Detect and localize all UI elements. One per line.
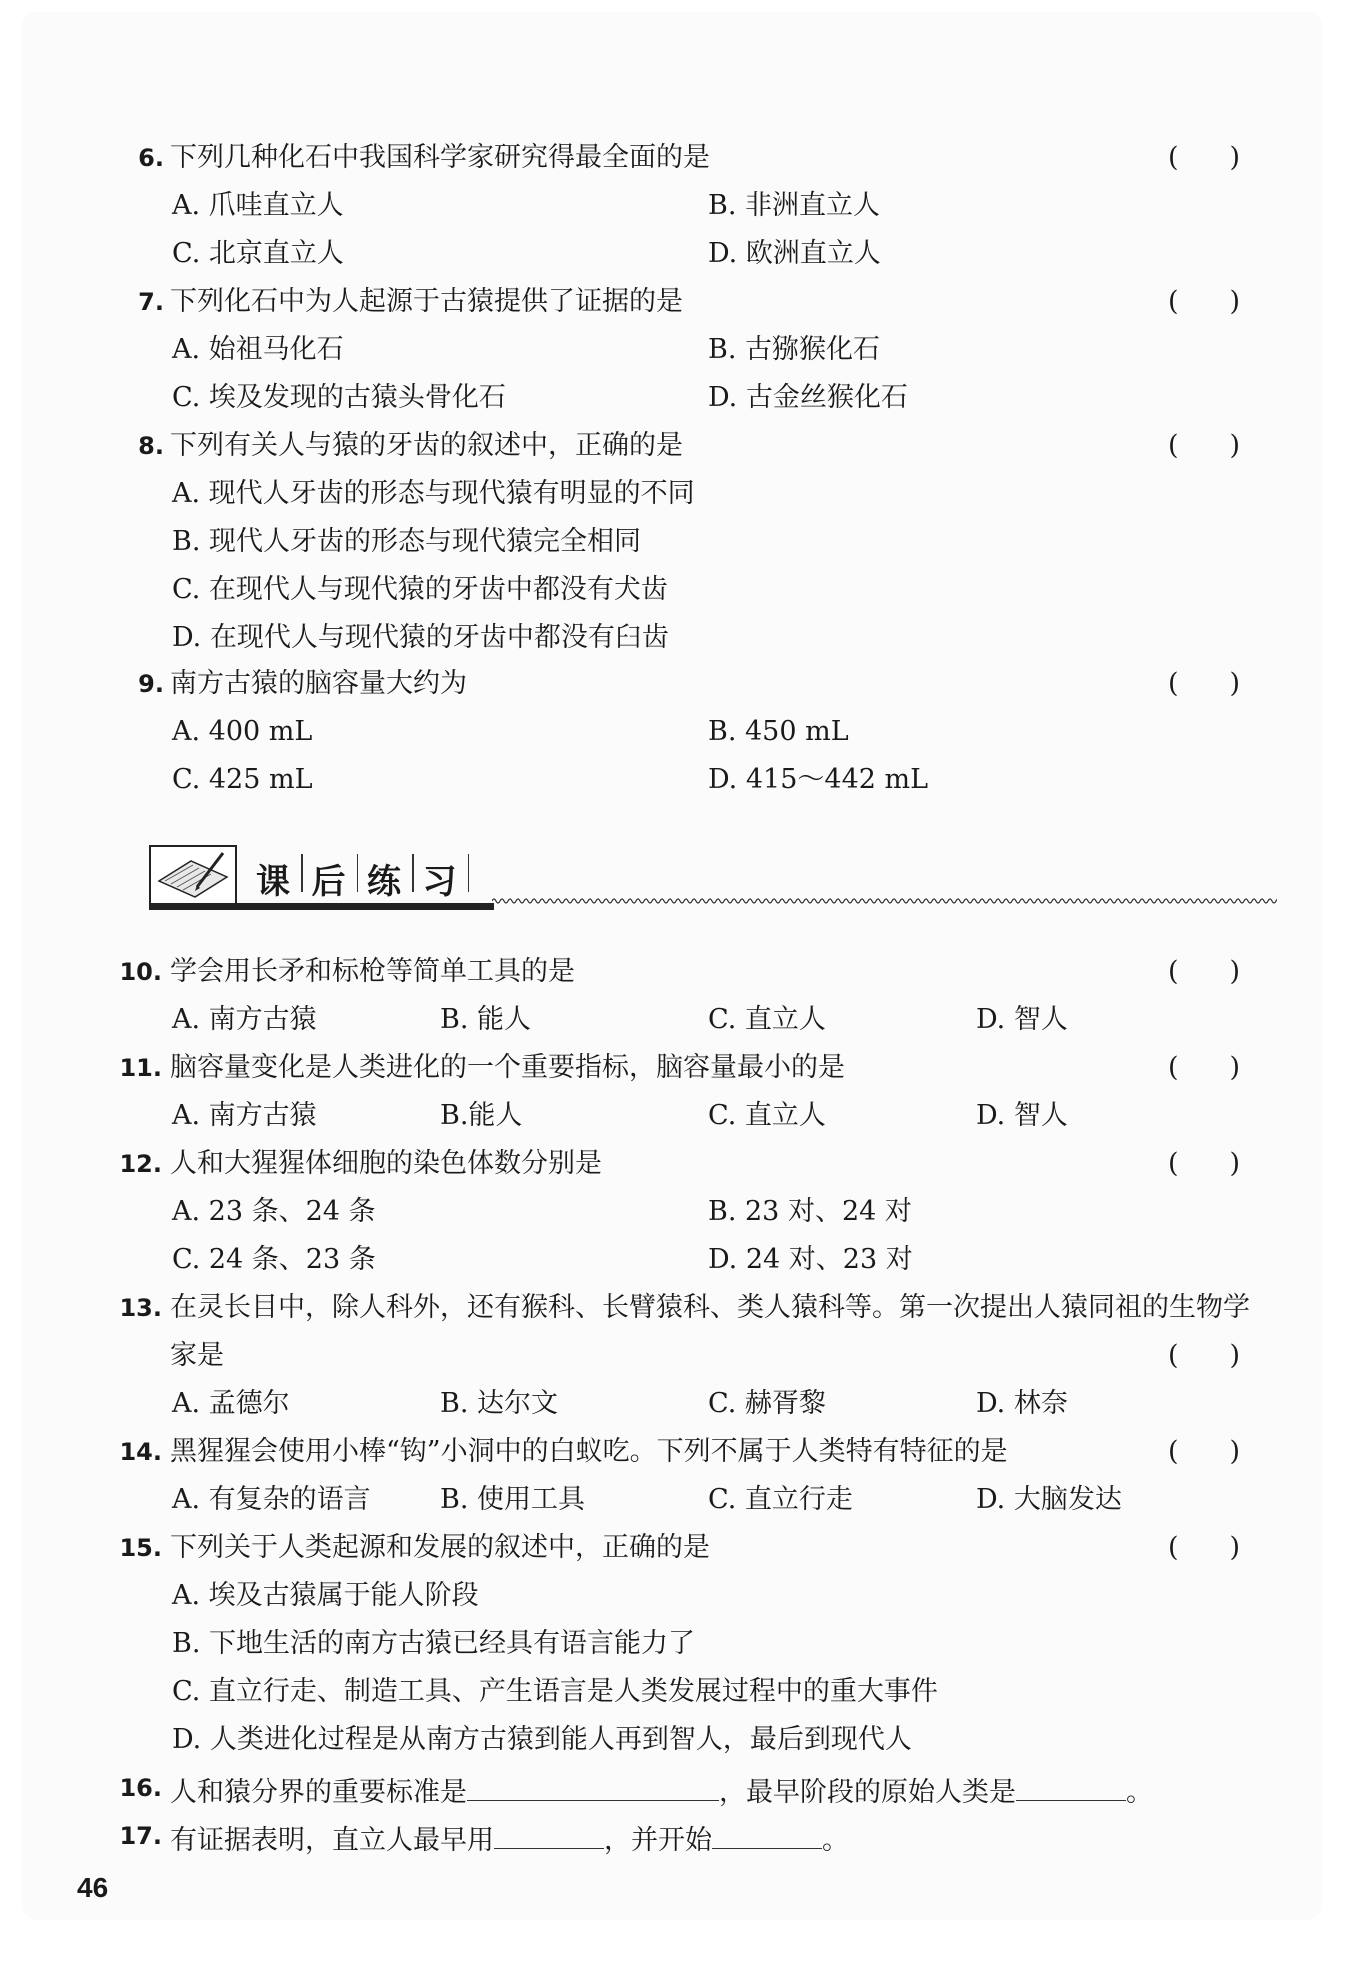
option-b: B. 非洲直立人	[708, 190, 881, 221]
option-d: D. 在现代人与现代猿的牙齿中都没有臼齿	[172, 622, 669, 653]
option-d: D. 古金丝猴化石	[708, 382, 908, 413]
option-b: B. 达尔文	[440, 1388, 559, 1419]
answer-blank-2[interactable]	[712, 1818, 822, 1849]
option-c: C. 24 条、23 条	[172, 1244, 376, 1275]
answer-blank-1[interactable]	[467, 1770, 719, 1801]
question-number: 9.	[138, 670, 164, 698]
option-b: B.能人	[440, 1100, 523, 1131]
answer-parentheses[interactable]: ( )	[1168, 668, 1240, 699]
answer-parentheses[interactable]: ( )	[1168, 286, 1240, 317]
option-c: C. 直立行走	[708, 1484, 853, 1515]
option-b: B. 23 对、24 对	[708, 1196, 912, 1227]
question-text: 黑猩猩会使用小棒“钩”小洞中的白蚁吃。下列不属于人类特有特征的是	[170, 1436, 1008, 1467]
option-c: C. 直立人	[708, 1100, 826, 1131]
page-number: 46	[77, 1872, 109, 1903]
option-d: D. 415～442 mL	[708, 764, 929, 795]
answer-parentheses[interactable]: ( )	[1168, 1340, 1240, 1371]
notebook-pen-icon	[149, 845, 237, 907]
question-text: 下列几种化石中我国科学家研究得最全面的是	[170, 142, 710, 173]
question-number: 14.	[119, 1438, 162, 1466]
section-header	[127, 840, 1273, 908]
option-b: B. 下地生活的南方古猿已经具有语言能力了	[172, 1628, 696, 1659]
question-text: 下列化石中为人起源于古猿提供了证据的是	[170, 286, 683, 317]
option-b: B. 能人	[440, 1004, 532, 1035]
answer-parentheses[interactable]: ( )	[1168, 1436, 1240, 1467]
option-a: A. 23 条、24 条	[172, 1196, 376, 1227]
question-number: 10.	[119, 958, 162, 986]
option-c: C. 北京直立人	[172, 238, 344, 269]
option-c: C. 直立人	[708, 1004, 826, 1035]
option-a: A. 南方古猿	[172, 1100, 317, 1131]
option-a: A. 孟德尔	[172, 1388, 290, 1419]
answer-parentheses[interactable]: ( )	[1168, 956, 1240, 987]
answer-parentheses[interactable]: ( )	[1168, 1148, 1240, 1179]
option-a: A. 南方古猿	[172, 1004, 317, 1035]
option-a: A. 始祖马化石	[172, 334, 344, 365]
option-c: C. 425 mL	[172, 764, 313, 795]
section-underline-bar	[149, 903, 494, 910]
answer-parentheses[interactable]: ( )	[1168, 1052, 1240, 1083]
question-number: 8.	[138, 432, 164, 460]
answer-parentheses[interactable]: ( )	[1168, 142, 1240, 173]
answer-parentheses[interactable]: ( )	[1168, 1532, 1240, 1563]
question-number: 7.	[138, 288, 164, 316]
question-text: 在灵长目中，除人科外，还有猴科、长臂猿科、类人猿科等。第一次提出人猿同祖的生物学	[170, 1292, 1250, 1323]
option-c: C. 在现代人与现代猿的牙齿中都没有犬齿	[172, 574, 668, 605]
question-number: 12.	[119, 1150, 162, 1178]
question-number: 17.	[119, 1822, 162, 1850]
question-text: 脑容量变化是人类进化的一个重要指标，脑容量最小的是	[170, 1052, 845, 1083]
option-d: D. 大脑发达	[976, 1484, 1122, 1515]
option-a: A. 埃及古猿属于能人阶段	[172, 1580, 479, 1611]
option-c: C. 直立行走、制造工具、产生语言是人类发展过程中的重大事件	[172, 1676, 938, 1707]
option-b: B. 450 mL	[708, 716, 849, 747]
question-number: 13.	[119, 1294, 162, 1322]
option-d: D. 智人	[976, 1100, 1068, 1131]
question-text: 有证据表明，直立人最早用 ，并开始 。	[170, 1818, 849, 1859]
question-text: 下列有关人与猿的牙齿的叙述中，正确的是	[170, 430, 683, 461]
question-text: 下列关于人类起源和发展的叙述中，正确的是	[170, 1532, 710, 1563]
wavy-divider	[492, 896, 1277, 906]
question-text: 学会用长矛和标枪等简单工具的是	[170, 956, 575, 987]
question-number: 16.	[119, 1774, 162, 1802]
answer-blank-2[interactable]	[1016, 1770, 1126, 1801]
option-b: B. 现代人牙齿的形态与现代猿完全相同	[172, 526, 642, 557]
question-number: 6.	[138, 144, 164, 172]
question-number: 11.	[119, 1054, 162, 1082]
question-text: 人和猿分界的重要标准是 ，最早阶段的原始人类是 。	[170, 1770, 1153, 1811]
section-title: 课 后 练 习	[247, 854, 469, 903]
option-a: A. 有复杂的语言	[172, 1484, 371, 1515]
question-text: 人和大猩猩体细胞的染色体数分别是	[170, 1148, 602, 1179]
option-d: D. 智人	[976, 1004, 1068, 1035]
option-d: D. 人类进化过程是从南方古猿到能人再到智人，最后到现代人	[172, 1724, 912, 1755]
option-a: A. 爪哇直立人	[172, 190, 344, 221]
option-b: B. 使用工具	[440, 1484, 586, 1515]
option-d: D. 24 对、23 对	[708, 1244, 913, 1275]
answer-blank-1[interactable]	[494, 1818, 604, 1849]
question-text-continued: 家是	[170, 1340, 224, 1371]
option-d: D. 林奈	[976, 1388, 1068, 1419]
workbook-page	[22, 12, 1322, 1920]
question-text: 南方古猿的脑容量大约为	[170, 668, 467, 699]
option-b: B. 古猕猴化石	[708, 334, 881, 365]
option-a: A. 400 mL	[172, 716, 313, 747]
answer-parentheses[interactable]: ( )	[1168, 430, 1240, 461]
question-number: 15.	[119, 1534, 162, 1562]
option-c: C. 赫胥黎	[708, 1388, 826, 1419]
option-a: A. 现代人牙齿的形态与现代猿有明显的不同	[172, 478, 695, 509]
option-c: C. 埃及发现的古猿头骨化石	[172, 382, 506, 413]
option-d: D. 欧洲直立人	[708, 238, 881, 269]
